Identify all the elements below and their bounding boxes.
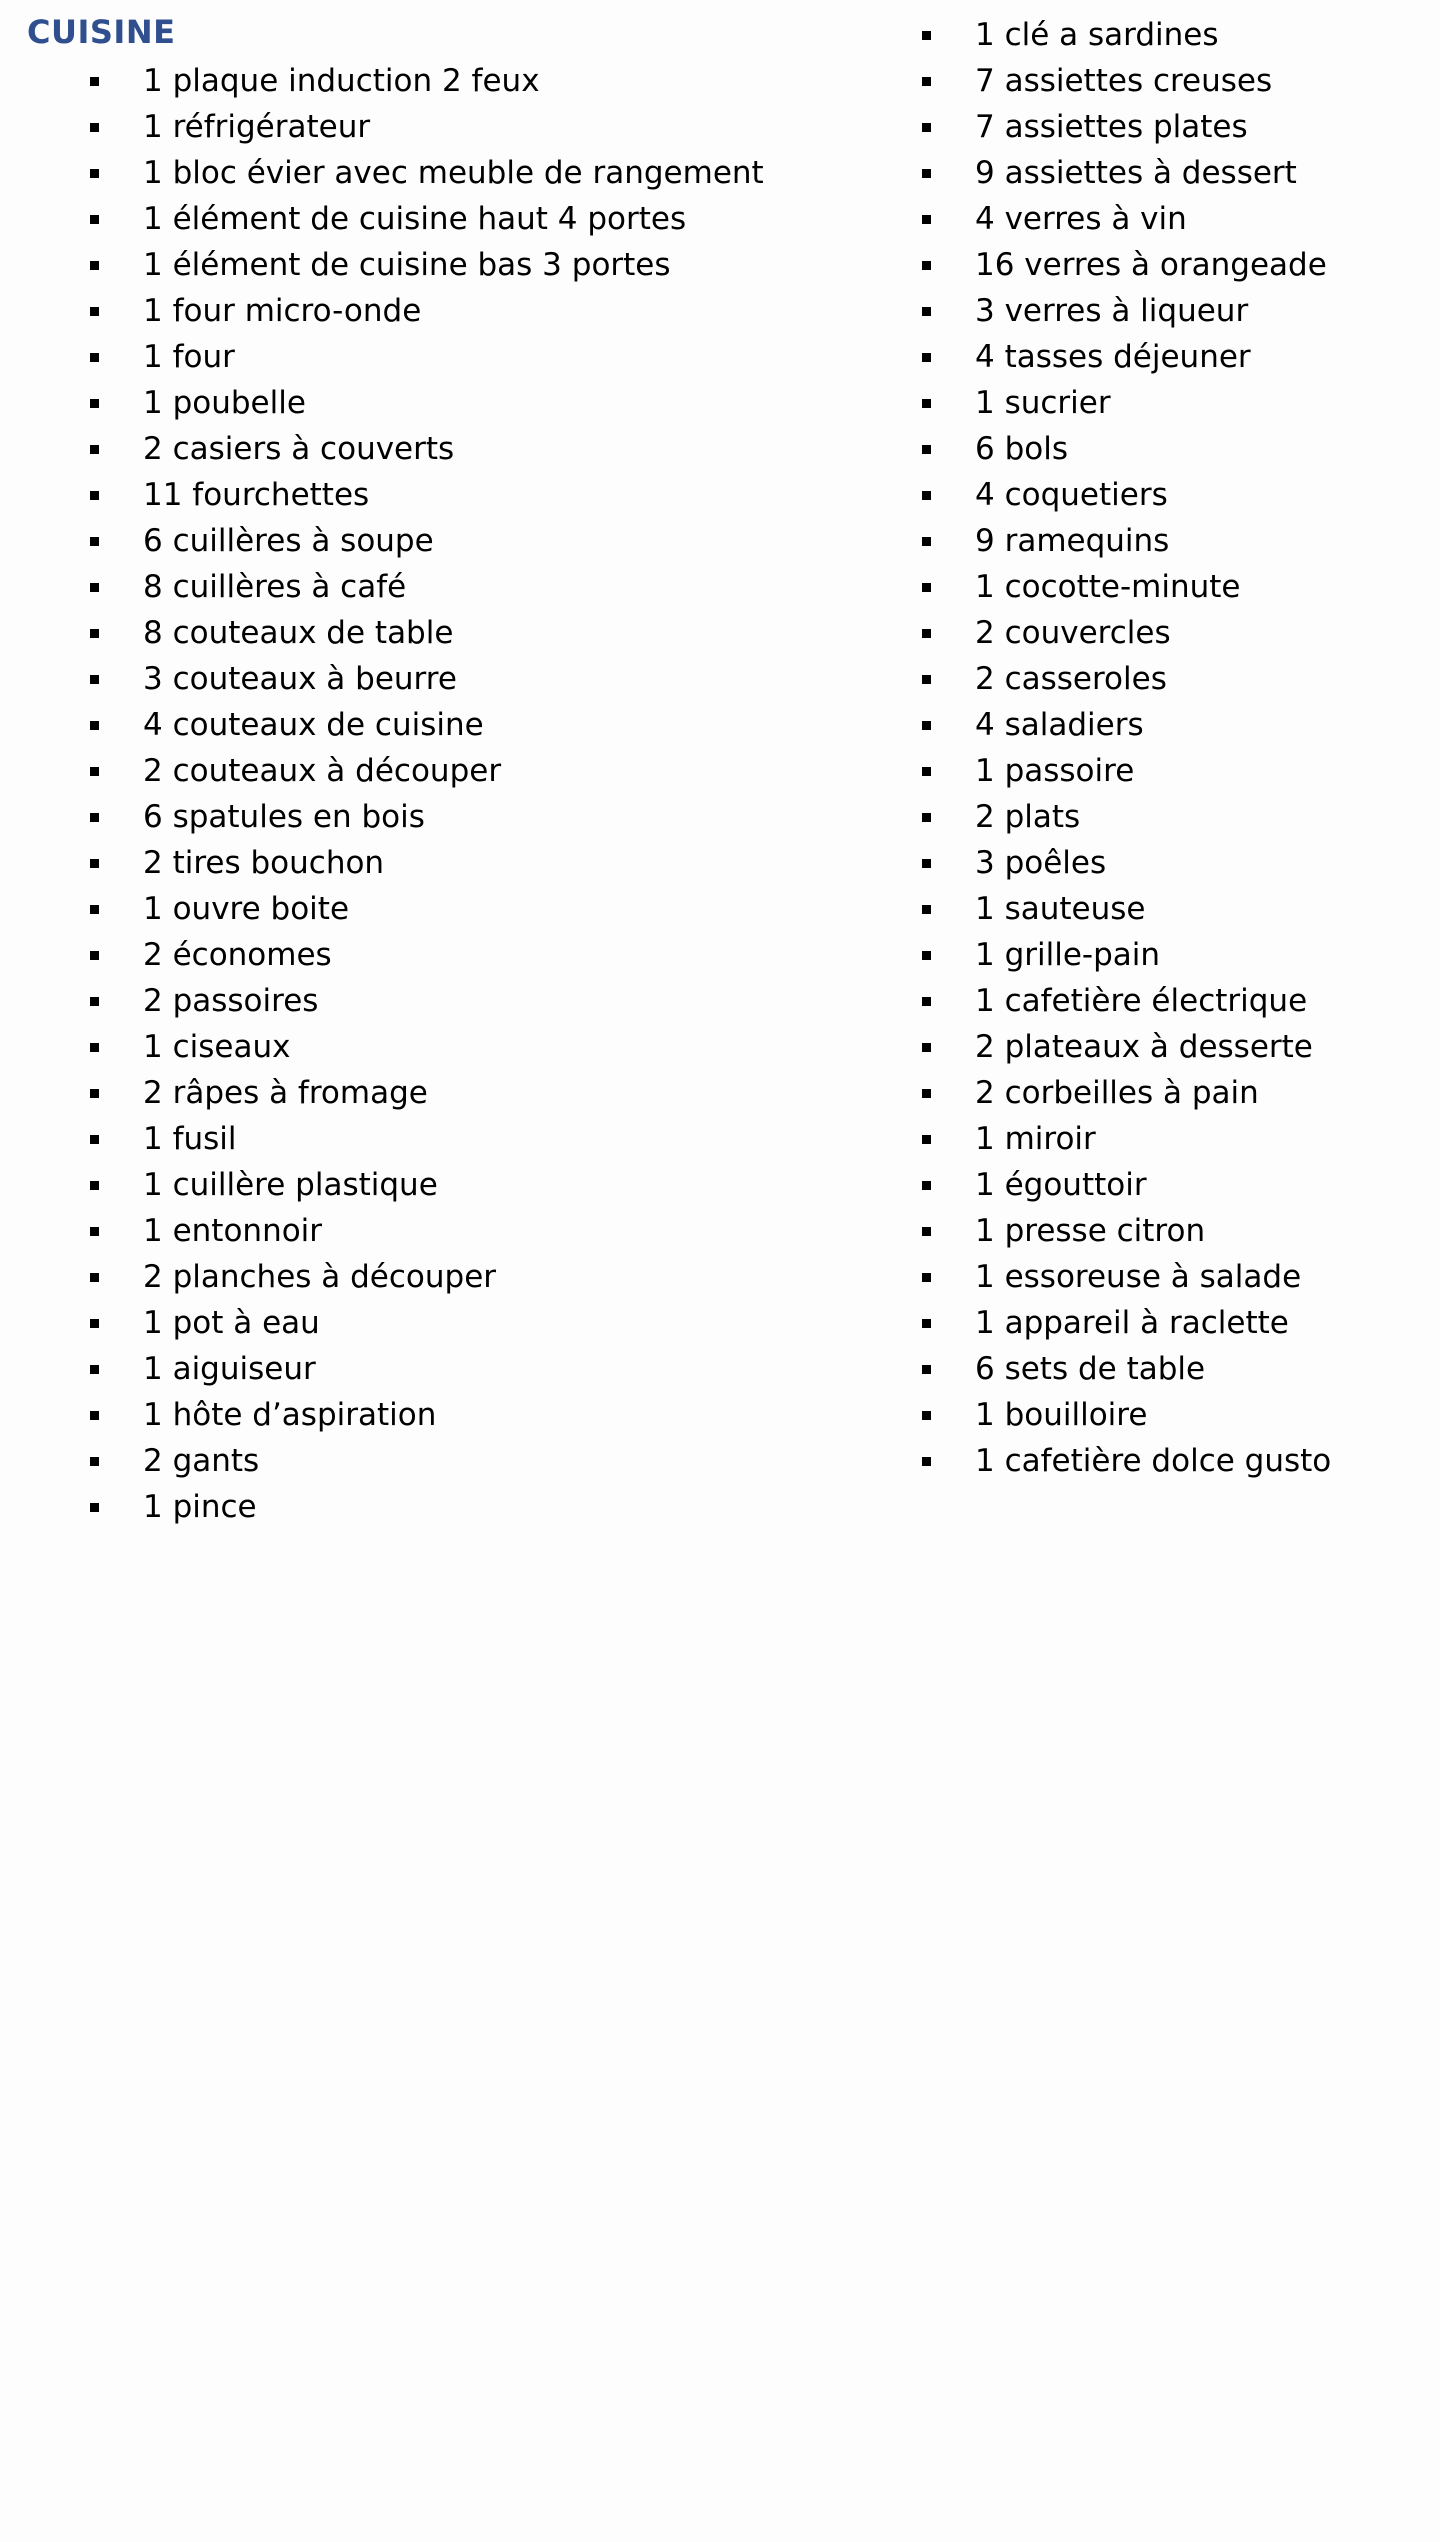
square-bullet-icon [90,1411,99,1420]
square-bullet-icon [90,1319,99,1328]
list-item-text: 1 fusil [143,1121,237,1157]
list-item-text: 2 couteaux à découper [143,753,502,789]
list-item-text: 9 assiettes à dessert [975,155,1297,191]
list-item-text: 1 bouilloire [975,1397,1148,1433]
square-bullet-icon [90,1043,99,1052]
square-bullet-icon [90,767,99,776]
square-bullet-icon [922,123,931,132]
square-bullet-icon [922,353,931,362]
square-bullet-icon [922,307,931,316]
square-bullet-icon [90,675,99,684]
square-bullet-icon [90,1273,99,1282]
square-bullet-icon [90,215,99,224]
list-item-text: 2 économes [143,937,332,973]
square-bullet-icon [922,675,931,684]
square-bullet-icon [90,261,99,270]
list-item-text: 1 essoreuse à salade [975,1259,1302,1295]
square-bullet-icon [922,583,931,592]
square-bullet-icon [90,997,99,1006]
list-item-text: 1 clé a sardines [975,17,1219,53]
list-item-text: 1 ouvre boite [143,891,350,927]
list-item-text: 1 poubelle [143,385,306,421]
square-bullet-icon [90,859,99,868]
list-item-text: 8 couteaux de table [143,615,454,651]
list-item-text: 8 cuillères à café [143,569,407,605]
list-item-text: 6 cuillères à soupe [143,523,434,559]
square-bullet-icon [922,399,931,408]
list-item-text: 1 aiguiseur [143,1351,316,1387]
square-bullet-icon [90,491,99,500]
square-bullet-icon [922,1043,931,1052]
square-bullet-icon [922,169,931,178]
list-item-text: 1 ciseaux [143,1029,291,1065]
list-item-text: 1 sucrier [975,385,1111,421]
list-item-text: 1 bloc évier avec meuble de rangement [143,155,764,191]
square-bullet-icon [922,261,931,270]
square-bullet-icon [90,77,99,86]
list-item-text: 2 râpes à fromage [143,1075,428,1111]
list-item-text: 9 ramequins [975,523,1170,559]
list-item-text: 11 fourchettes [143,477,370,513]
square-bullet-icon [922,859,931,868]
square-bullet-icon [90,951,99,960]
list-item-text: 1 cafetière électrique [975,983,1308,1019]
list-item-text: 6 spatules en bois [143,799,425,835]
list-item-text: 1 appareil à raclette [975,1305,1289,1341]
square-bullet-icon [90,537,99,546]
list-item-text: 1 miroir [975,1121,1096,1157]
square-bullet-icon [90,399,99,408]
square-bullet-icon [922,1273,931,1282]
list-item-text: 1 four [143,339,235,375]
square-bullet-icon [90,1227,99,1236]
list-item-text: 2 casseroles [975,661,1167,697]
square-bullet-icon [922,997,931,1006]
list-item-text: 2 passoires [143,983,319,1019]
square-bullet-icon [90,1181,99,1190]
square-bullet-icon [90,1457,99,1466]
list-item-text: 1 passoire [975,753,1135,789]
square-bullet-icon [90,169,99,178]
square-bullet-icon [90,813,99,822]
square-bullet-icon [922,767,931,776]
square-bullet-icon [90,905,99,914]
list-item-text: 4 tasses déjeuner [975,339,1251,375]
square-bullet-icon [90,353,99,362]
list-item-text: 2 tires bouchon [143,845,385,881]
list-item-text: 2 plats [975,799,1081,835]
square-bullet-icon [922,77,931,86]
list-item-text: 4 coquetiers [975,477,1168,513]
square-bullet-icon [90,123,99,132]
list-item-text: 1 élément de cuisine haut 4 portes [143,201,687,237]
list-item-text: 6 bols [975,431,1068,467]
list-item-text: 4 verres à vin [975,201,1187,237]
square-bullet-icon [922,1457,931,1466]
list-item-text: 7 assiettes plates [975,109,1248,145]
list-item-text: 1 hôte d’aspiration [143,1397,437,1433]
list-item-text: 1 presse citron [975,1213,1206,1249]
list-item-text: 2 plateaux à desserte [975,1029,1313,1065]
square-bullet-icon [922,215,931,224]
square-bullet-icon [922,951,931,960]
list-item-text: 1 cocotte-minute [975,569,1241,605]
square-bullet-icon [922,1227,931,1236]
list-item-text: 1 pince [143,1489,257,1525]
square-bullet-icon [90,721,99,730]
list-item-text: 1 cuillère plastique [143,1167,438,1203]
list-item-text: 1 four micro-onde [143,293,422,329]
square-bullet-icon [922,1181,931,1190]
list-item-text: 2 casiers à couverts [143,431,455,467]
square-bullet-icon [922,1411,931,1420]
list-item-text: 1 élément de cuisine bas 3 portes [143,247,671,283]
section-heading: CUISINE [27,13,176,51]
list-item-text: 6 sets de table [975,1351,1206,1387]
list-item-text: 1 réfrigérateur [143,109,371,145]
square-bullet-icon [90,583,99,592]
list-item-text: 2 gants [143,1443,260,1479]
list-item-text: 2 corbeilles à pain [975,1075,1259,1111]
square-bullet-icon [922,1089,931,1098]
square-bullet-icon [90,1089,99,1098]
square-bullet-icon [90,629,99,638]
square-bullet-icon [922,31,931,40]
square-bullet-icon [922,491,931,500]
list-item-text: 2 couvercles [975,615,1171,651]
square-bullet-icon [90,1135,99,1144]
list-item-text: 7 assiettes creuses [975,63,1273,99]
list-item-text: 4 couteaux de cuisine [143,707,484,743]
list-item-text: 1 pot à eau [143,1305,320,1341]
square-bullet-icon [922,537,931,546]
square-bullet-icon [90,1365,99,1374]
list-item-text: 16 verres à orangeade [975,247,1327,283]
square-bullet-icon [922,721,931,730]
list-item-text: 1 cafetière dolce gusto [975,1443,1332,1479]
square-bullet-icon [922,629,931,638]
list-item-text: 1 égouttoir [975,1167,1147,1203]
list-item-text: 3 verres à liqueur [975,293,1249,329]
list-item-text: 1 plaque induction 2 feux [143,63,540,99]
list-item-text: 4 saladiers [975,707,1144,743]
square-bullet-icon [90,307,99,316]
square-bullet-icon [922,1319,931,1328]
list-item-text: 3 poêles [975,845,1107,881]
square-bullet-icon [90,1503,99,1512]
square-bullet-icon [922,445,931,454]
list-item-text: 1 entonnoir [143,1213,323,1249]
list-item-text: 2 planches à découper [143,1259,497,1295]
list-item-text: 1 grille-pain [975,937,1161,973]
list-item-text: 1 sauteuse [975,891,1146,927]
list-item-text: 3 couteaux à beurre [143,661,457,697]
square-bullet-icon [922,813,931,822]
square-bullet-icon [922,1365,931,1374]
square-bullet-icon [90,445,99,454]
square-bullet-icon [922,1135,931,1144]
square-bullet-icon [922,905,931,914]
